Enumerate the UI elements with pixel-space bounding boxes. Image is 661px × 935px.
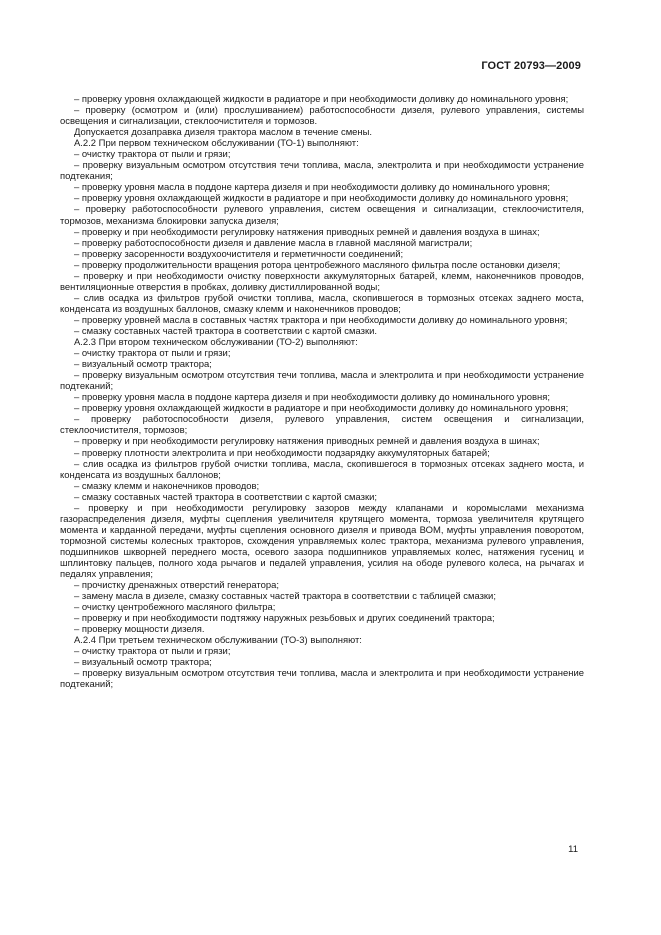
list-item: – слив осадка из фильтров грубой очистки топлива, масла, скопившегося в тормозных отсеках заднего моста, и конденсата из воздушных баллонов; — [60, 458, 584, 481]
section-heading: А.2.2 При первом техническом обслуживании (ТО-1) выполняют: — [74, 138, 359, 150]
body-text — [60, 94, 584, 691]
list-item: – слив осадка из фильтров грубой очистки топлива, масла, скопившегося в тормозных отсеках заднего моста, конденсата из воздушных баллонов, смазку клемм и наконечников проводов; — [60, 292, 584, 315]
list-item: – проверку и при необходимости регулировку зазоров между клапанами и коромыслами механизма газораспределения дизеля, муфты сцепления увеличителя крутящего момента, тормоза увеличителя крутящего момента и карданной передачи, муфты сцепления основного дизеля и привода ВОМ, муфты управления поворотом, тормозной системы колесных тракторов, схождения управляемых колес трактора, механизма рулевого управления, подшипников шкворней переднего моста, осевого зазора подшипников управляемых колес, натяжения гусениц и шплинтовку пальцев, полного хода рычагов и педалей управления, усилия на ободе рулевого колеса, на рычагах и педалях управления; — [60, 502, 584, 581]
list-item: – проверку мощности дизеля. — [74, 624, 205, 636]
list-item: – проверку плотности электролита и при необходимости подзарядку аккумуляторных батарей; — [74, 447, 490, 459]
list-item: – проверку продолжительности вращения ротора центробежного масляного фильтра после остановки дизеля; — [74, 259, 561, 271]
paragraph: Допускается дозаправка дизеля трактора маслом в течение смены. — [74, 127, 373, 139]
list-item: – проверку и при необходимости очистку поверхности аккумуляторных батарей, клемм, наконечников проводов, вентиляционные отверстия в пробках, доливку дистиллированной воды; — [60, 270, 584, 293]
list-item: – проверку уровня охлаждающей жидкости в радиаторе и при необходимости доливку до номинального уровня; — [74, 193, 569, 205]
list-item: – проверку работоспособности дизеля, рулевого управления, систем освещения и сигнализации, стеклоочистителя, тормозов; — [60, 414, 584, 437]
paragraph: – проверку (осмотром и (или) прослушиванием) работоспособности дизеля, рулевого управления, системы освещения и сигнализации, стеклоочистителя и тормозов. — [60, 105, 584, 128]
list-item: – проверку уровня охлаждающей жидкости в радиаторе и при необходимости доливку до номинального уровня; — [74, 403, 569, 415]
list-item: – проверку и при необходимости подтяжку наружных резьбовых и других соединений трактора; — [74, 613, 495, 625]
list-item: – визуальный осмотр трактора; — [74, 359, 212, 371]
list-item: – очистку трактора от пыли и грязи; — [74, 348, 231, 360]
list-item: – смазку составных частей трактора в соответствии с картой смазки. — [74, 325, 377, 337]
list-item: – проверку и при необходимости регулировку натяжения приводных ремней и давления воздуха в шинах; — [74, 436, 540, 448]
list-item: – проверку и при необходимости регулировку натяжения приводных ремней и давления воздуха в шинах; — [74, 226, 540, 238]
list-item: – проверку работоспособности рулевого управления, систем освещения и сигнализации, стеклоочистителя, тормозов, механизма блокировки запуска дизеля; — [60, 204, 584, 227]
list-item: – визуальный осмотр трактора; — [74, 657, 212, 669]
list-item: – проверку визуальным осмотром отсутствия течи топлива, масла и электролита и при необходимости устранение подтеканий; — [60, 668, 584, 691]
list-item: – очистку центробежного масляного фильтра; — [74, 602, 276, 614]
list-item: – замену масла в дизеле, смазку составных частей трактора в соответствии с таблицей смазки; — [74, 591, 496, 603]
list-item: – проверку засоренности воздухоочистителя и герметичности соединений; — [74, 248, 404, 260]
list-item: – проверку уровня масла в поддоне картера дизеля и при необходимости доливку до номинального уровня; — [74, 182, 550, 194]
list-item: – смазку составных частей трактора в соответствии с картой смазки; — [74, 491, 377, 503]
section-heading: А.2.4 При третьем техническом обслуживании (ТО-3) выполняют: — [74, 635, 362, 647]
list-item: – проверку визуальным осмотром отсутствия течи топлива, масла и электролита и при необходимости устранение подтеканий; — [60, 370, 584, 393]
standard-code-header: ГОСТ 20793—2009 — [481, 60, 581, 72]
paragraph: – проверку уровня охлаждающей жидкости в радиаторе и при необходимости доливку до номинального уровня; — [74, 94, 569, 105]
list-item: – прочистку дренажных отверстий генератора; — [74, 580, 279, 592]
list-item: – проверку визуальным осмотром отсутствия течи топлива, масла, электролита и при необходимости устранение подтекания; — [60, 160, 584, 183]
section-heading: А.2.3 При втором техническом обслуживании (ТО-2) выполняют: — [74, 337, 358, 349]
list-item: – проверку уровня масла в поддоне картера дизеля и при необходимости доливку до номинального уровня; — [74, 392, 550, 404]
list-item: – проверку работоспособности дизеля и давление масла в главной масляной магистрали; — [74, 237, 473, 249]
list-item: – очистку трактора от пыли и грязи; — [74, 646, 231, 658]
list-item: – проверку уровней масла в составных частях трактора и при необходимости доливку до номинального уровня; — [74, 314, 568, 326]
list-item: – смазку клемм и наконечников проводов; — [74, 480, 260, 492]
list-item: – очистку трактора от пыли и грязи; — [74, 149, 231, 161]
page-number: 11 — [568, 844, 578, 855]
